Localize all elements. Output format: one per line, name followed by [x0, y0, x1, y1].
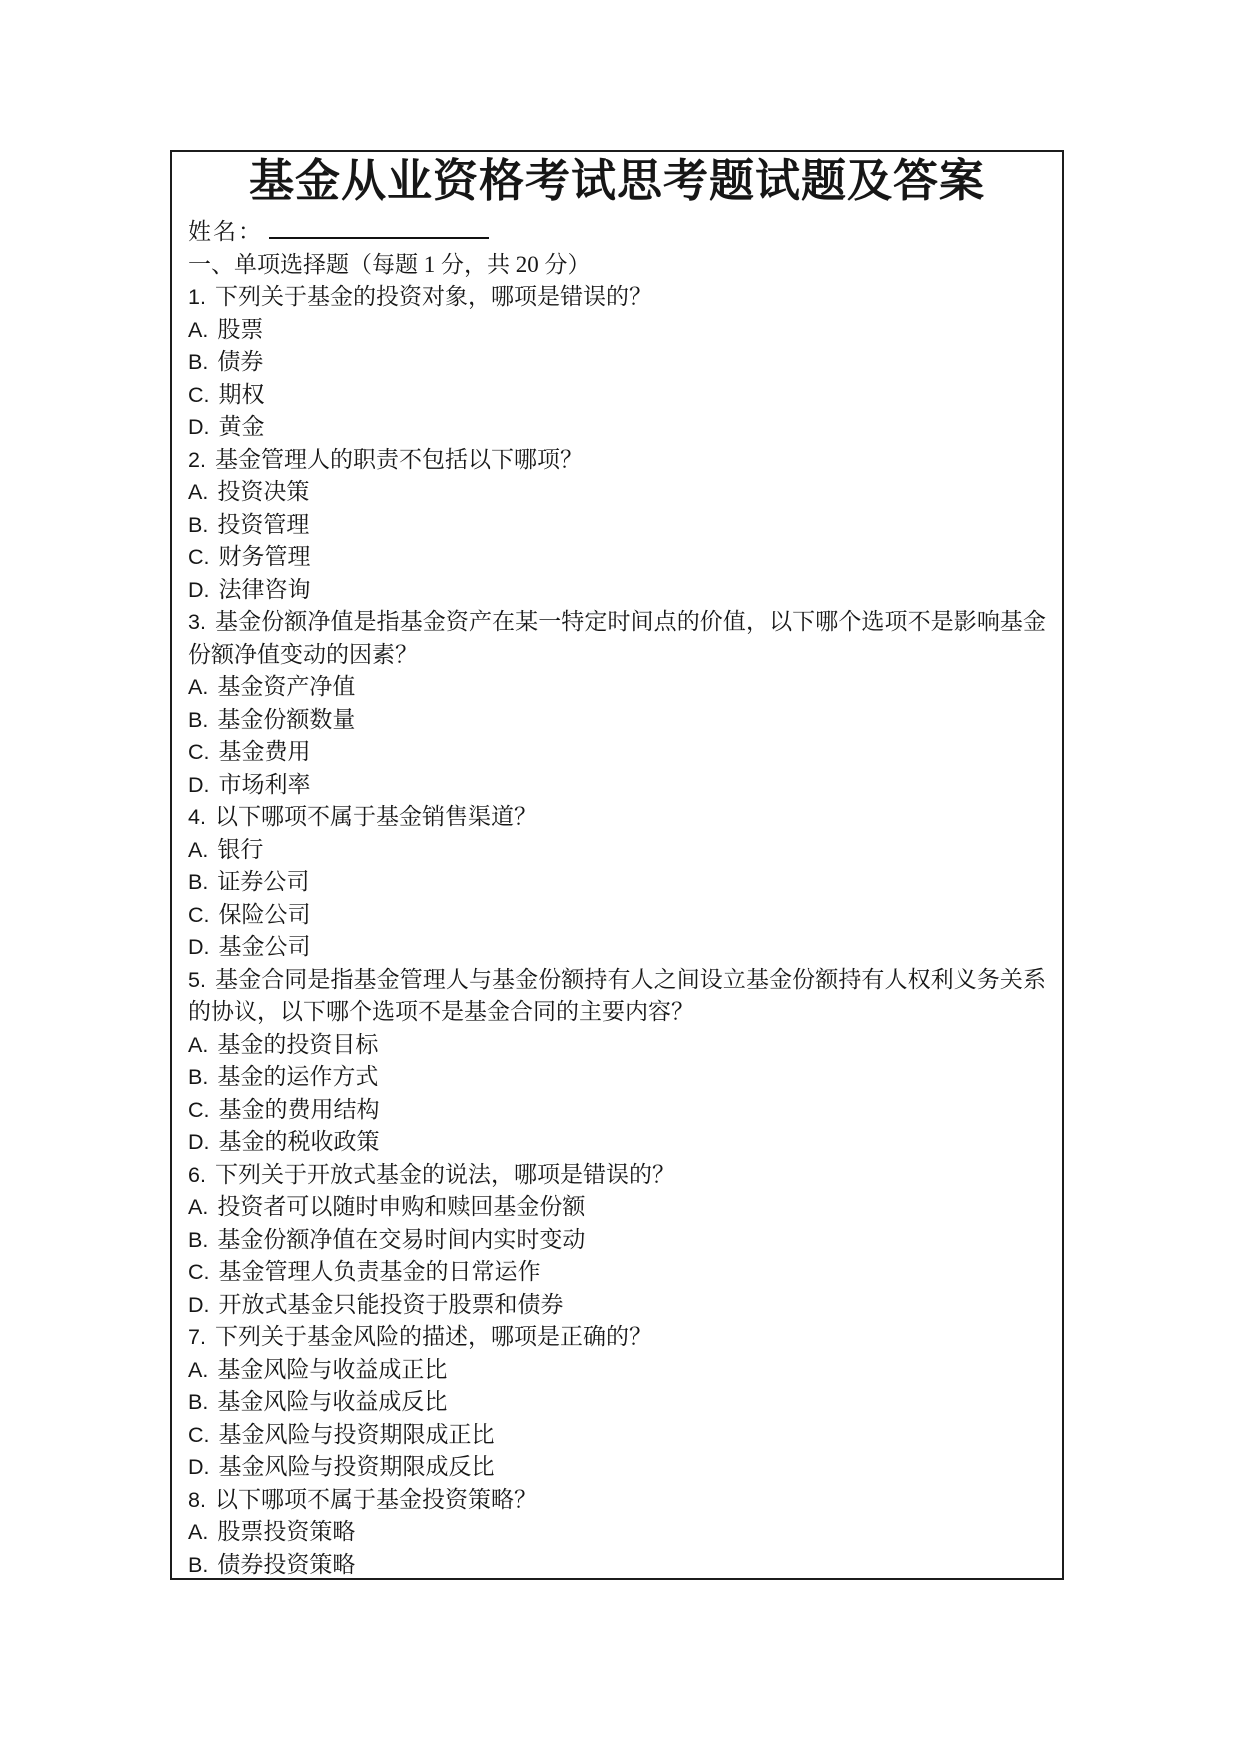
- answer-option-text: 投资管理: [217, 511, 310, 537]
- answer-option: [188, 1289, 1046, 1322]
- question-stem-text: 基金合同是指基金管理人与基金份额持有人之间设立基金份额持有人权利义务关系的协议，以下哪个选项不是基金合同的主要内容？: [188, 966, 1046, 1024]
- name-line: [188, 216, 1046, 249]
- answer-option: [188, 509, 1046, 542]
- option-letter: A.: [188, 837, 209, 862]
- exam-paper-frame: [170, 150, 1064, 1580]
- option-letter: D.: [188, 1292, 210, 1317]
- answer-option: [188, 379, 1046, 412]
- option-letter: A.: [188, 480, 209, 504]
- answer-option-text: 银行: [217, 836, 264, 862]
- option-letter: C.: [188, 902, 210, 927]
- answer-option: [188, 476, 1046, 509]
- question-stem: [188, 1321, 1046, 1354]
- question-stem: [188, 444, 1046, 477]
- question-number: 3.: [188, 610, 206, 634]
- option-letter: B.: [188, 1065, 209, 1089]
- option-letter: B.: [188, 512, 209, 537]
- answer-option: [188, 1451, 1046, 1484]
- question-stem-text: 以下哪项不属于基金销售渠道？: [214, 804, 537, 829]
- question-stem: [188, 801, 1046, 834]
- answer-option: [188, 314, 1046, 347]
- answer-option-text: 基金费用: [218, 739, 311, 764]
- option-letter: C.: [188, 545, 210, 569]
- answer-option: [188, 1419, 1046, 1452]
- name-blank-underline: [269, 217, 489, 239]
- option-letter: D.: [188, 1455, 210, 1479]
- option-letter: D.: [188, 772, 210, 797]
- option-letter: A.: [188, 1032, 209, 1057]
- option-letter: C.: [188, 1422, 210, 1447]
- answer-option-text: 基金的费用结构: [218, 1096, 380, 1122]
- answer-option: [188, 1256, 1046, 1289]
- answer-option: [188, 1029, 1046, 1062]
- question-stem: [188, 964, 1046, 1029]
- answer-option-text: 市场利率: [218, 771, 311, 797]
- answer-option: [188, 1516, 1046, 1549]
- option-letter: D.: [188, 577, 210, 602]
- question-number: 2.: [188, 447, 206, 472]
- option-letter: A.: [188, 317, 209, 342]
- option-letter: D.: [188, 1130, 210, 1154]
- option-letter: D.: [188, 415, 210, 439]
- question-stem-text: 下列关于基金风险的描述，哪项是正确的？: [214, 1324, 652, 1349]
- answer-option: [188, 834, 1046, 867]
- answer-option: [188, 411, 1046, 444]
- answer-option: [188, 736, 1046, 769]
- question-stem: [188, 606, 1046, 671]
- answer-option-text: 基金的投资目标: [217, 1031, 379, 1057]
- answer-option-text: 债券: [217, 349, 264, 374]
- question-stem: [188, 281, 1046, 314]
- option-letter: B.: [188, 1227, 209, 1252]
- answer-option: [188, 1191, 1046, 1224]
- answer-option-text: 基金风险与投资期限成正比: [218, 1421, 495, 1447]
- answer-option: [188, 1094, 1046, 1127]
- name-label: 姓名：: [188, 219, 263, 244]
- option-letter: C.: [188, 382, 210, 407]
- question-number: 6.: [188, 1162, 206, 1187]
- option-letter: A.: [188, 1195, 209, 1219]
- answer-option: [188, 1224, 1046, 1257]
- answer-option-text: 股票: [217, 316, 264, 342]
- answer-option: [188, 704, 1046, 737]
- answer-option: [188, 769, 1046, 802]
- answer-option: [188, 1354, 1046, 1387]
- answer-option: [188, 1549, 1046, 1582]
- option-letter: A.: [188, 1357, 209, 1382]
- answer-option: [188, 671, 1046, 704]
- section-header: 一、单项选择题（每题 1 分，共 20 分）: [188, 251, 591, 277]
- option-letter: C.: [188, 1260, 210, 1284]
- answer-option-text: 基金的运作方式: [217, 1064, 379, 1089]
- answer-option-text: 基金风险与投资期限成反比: [218, 1454, 495, 1479]
- option-letter: D.: [188, 935, 210, 959]
- answer-option-text: 债券投资策略: [217, 1551, 356, 1577]
- answer-option-text: 基金风险与收益成正比: [217, 1356, 448, 1382]
- answer-option-text: 基金的税收政策: [218, 1129, 380, 1154]
- answer-option: [188, 346, 1046, 379]
- question-stem-text: 下列关于基金的投资对象，哪项是错误的？: [214, 284, 652, 309]
- question-stem-text: 以下哪项不属于基金投资策略？: [214, 1486, 537, 1512]
- answer-option: [188, 931, 1046, 964]
- answer-option-text: 投资者可以随时申购和赎回基金份额: [217, 1194, 586, 1219]
- question-stem-text: 下列关于开放式基金的说法，哪项是错误的？: [214, 1161, 675, 1187]
- answer-option-text: 黄金: [218, 414, 265, 439]
- answer-option-text: 保险公司: [218, 901, 311, 927]
- answer-option-text: 投资决策: [217, 479, 310, 504]
- answer-option-text: 期权: [218, 381, 265, 407]
- option-letter: B.: [188, 1552, 209, 1577]
- answer-option: [188, 1126, 1046, 1159]
- option-letter: B.: [188, 870, 209, 894]
- answer-option: [188, 866, 1046, 899]
- answer-option: [188, 1386, 1046, 1419]
- answer-option-text: 基金管理人负责基金的日常运作: [218, 1259, 541, 1284]
- answer-option-text: 基金资产净值: [217, 674, 356, 699]
- option-letter: B.: [188, 350, 209, 374]
- option-letter: B.: [188, 1390, 209, 1414]
- answer-option: [188, 574, 1046, 607]
- question-stem-text: 基金管理人的职责不包括以下哪项？: [214, 446, 583, 472]
- answer-option-text: 基金风险与收益成反比: [217, 1389, 448, 1414]
- question-number: 8.: [188, 1487, 206, 1512]
- option-letter: A.: [188, 1520, 209, 1544]
- option-letter: B.: [188, 707, 209, 732]
- answer-option-text: 开放式基金只能投资于股票和债券: [218, 1291, 564, 1317]
- question-stem-text: 基金份额净值是指基金资产在某一特定时间点的价值，以下哪个选项不是影响基金份额净值变动的因素？: [188, 609, 1046, 667]
- answer-option-text: 基金份额净值在交易时间内实时变动: [217, 1226, 586, 1252]
- option-letter: C.: [188, 740, 210, 764]
- question-stem: [188, 1484, 1046, 1517]
- answer-option: [188, 899, 1046, 932]
- exam-title: 基金从业资格考试思考题试题及答案: [248, 156, 985, 206]
- question-number: 1.: [188, 285, 206, 309]
- question-number: 7.: [188, 1325, 206, 1349]
- question-number: 4.: [188, 805, 206, 829]
- question-stem: [188, 1159, 1046, 1192]
- question-number: 5.: [188, 967, 206, 992]
- answer-option-text: 法律咨询: [218, 576, 311, 602]
- option-letter: C.: [188, 1097, 210, 1122]
- answer-option-text: 财务管理: [218, 544, 311, 569]
- answer-option-text: 基金份额数量: [217, 706, 356, 732]
- answer-option-text: 基金公司: [218, 934, 311, 959]
- option-letter: A.: [188, 675, 209, 699]
- answer-option: [188, 1061, 1046, 1094]
- answer-option-text: 证券公司: [217, 869, 310, 894]
- answer-option-text: 股票投资策略: [217, 1519, 356, 1544]
- answer-option: [188, 541, 1046, 574]
- question-list: [188, 281, 1046, 1581]
